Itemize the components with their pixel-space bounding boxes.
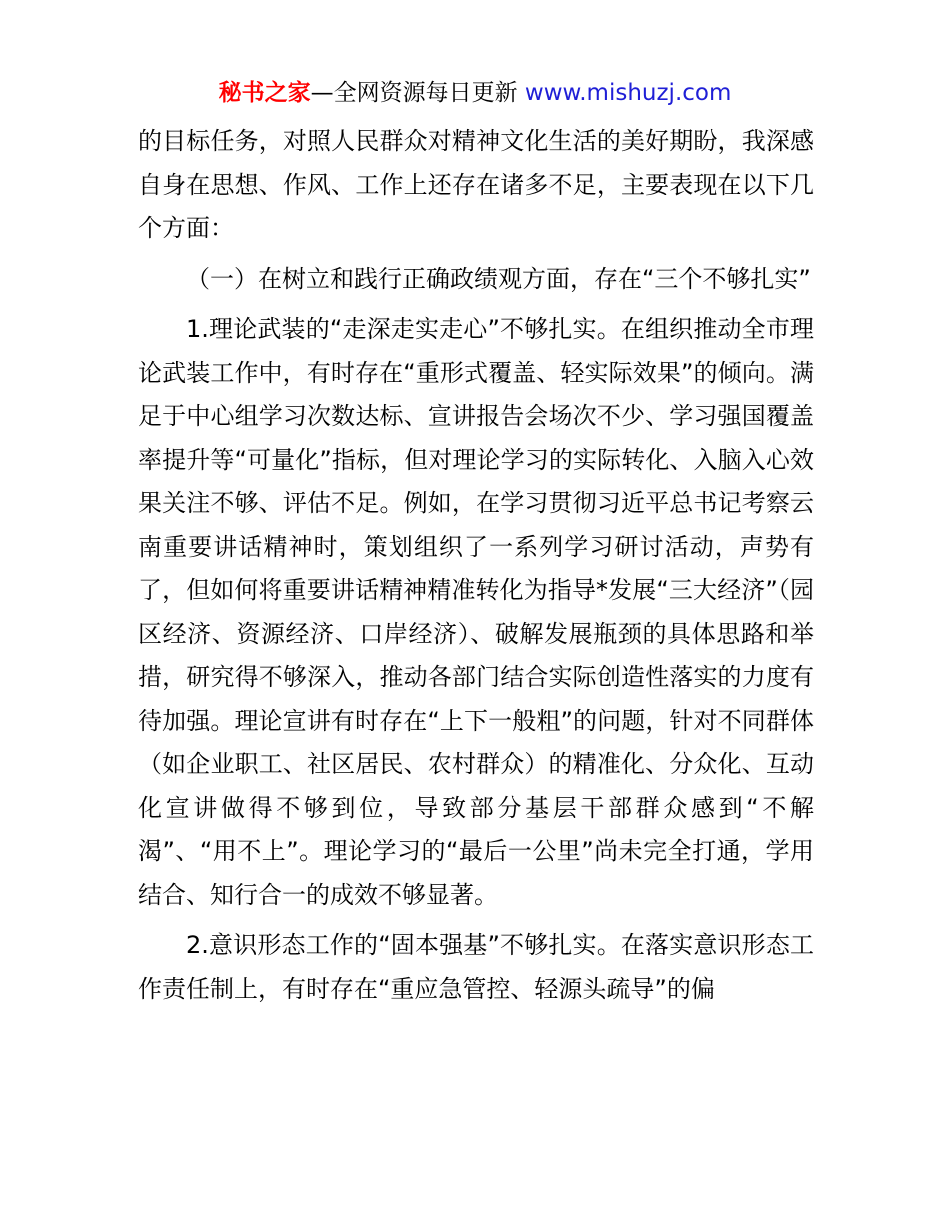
paragraph-item-2: 2.意识形态工作的“固本强基”不够扎实。在落实意识形态工作责任制上，有时存在“重应急管控、轻源头疏导”的偏 [138, 931, 814, 1003]
paragraph-continuation: 的目标任务，对照人民群众对精神文化生活的美好期盼，我深感自身在思想、作风、工作上还存在诸多不足，主要表现在以下几个方面： [138, 127, 814, 242]
site-url-link[interactable]: www.mishuzj.com [524, 80, 732, 106]
section-heading: （一）在树立和践行正确政绩观方面，存在“三个不够扎实” [186, 264, 811, 293]
site-header [0, 76, 950, 110]
site-tagline: —全网资源每日更新 [310, 80, 525, 106]
paragraph-item-1: 1.理论武装的“走深走实走心”不够扎实。在组织推动全市理论武装工作中，有时存在“重形式覆盖、轻实际效果”的倾向。满足于中心组学习次数达标、宣讲报告会场次不少、学习强国覆盖率提升等“可量化”指标，但对理论学习的实际转化、入脑入心效果关注不够、评估不足。例如，在学习贯彻习近平总书记考察云南重要讲话精神时，策划组织了一系列学习研讨活动，声势有了，但如何将重要讲话精神精准转化为指导*发展“三大经济”（园区经济、资源经济、口岸经济）、破解发展瓶颈的具体思路和举措，研究得不够深入，推动各部门结合实际创造性落实的力度有待加强。理论宣讲有时存在“上下一般粗”的问题，针对不同群体（如企业职工、社区居民、农村群众）的精准化、分众化、互动化宣讲做得不够到位，导致部分基层干部群众感到“不解渴”、“用不上”。理论学习的“最后一公里”尚未完全打通，学用结合、知行合一的成效不够显著。 [138, 315, 814, 909]
document-body [138, 120, 814, 1011]
site-brand: 秘书之家 [218, 80, 311, 106]
